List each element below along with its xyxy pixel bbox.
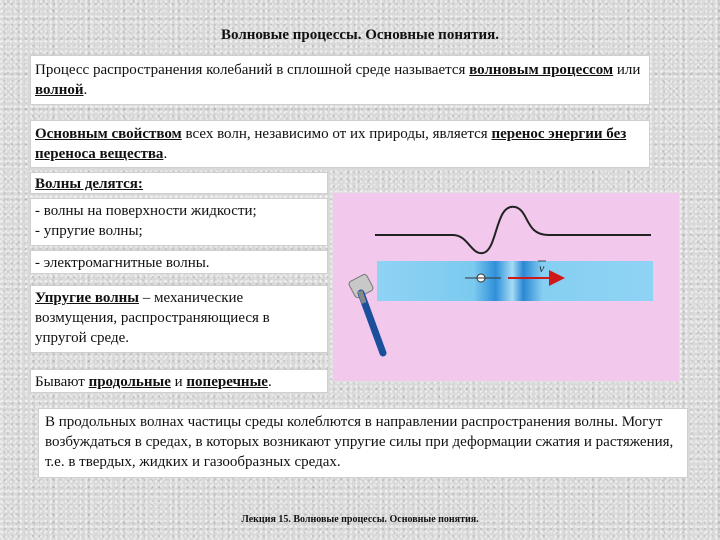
definition-text: Процесс распространения колебаний в сплошной среде называется: [35, 62, 470, 78]
wave-illustration: [332, 192, 680, 382]
definition-paragraph: [30, 55, 650, 105]
list-item: - электромагнитные волны.: [35, 255, 210, 271]
list-item: - волны на поверхности жидкости;: [35, 203, 257, 219]
page-title: Волновые процессы. Основные понятия.: [221, 27, 499, 43]
elastic-waves-text: – механические возмущения, распространяющиеся в упругой среде.: [35, 290, 270, 346]
kinds-text-and: и: [170, 374, 187, 390]
longitudinal-paragraph: [38, 408, 688, 478]
wave-illustration-svg: [333, 193, 681, 383]
term-energy-transfer: перенос энергии без переноса вещества: [35, 126, 627, 162]
property-paragraph: [30, 120, 650, 168]
property-text: всех волн, независимо от их природы, является: [181, 126, 492, 142]
term-wave: волной: [35, 82, 84, 98]
term-wave-process: волновым процессом: [469, 62, 614, 78]
elastic-rod: [377, 261, 653, 301]
surface-wave-line: [375, 207, 651, 253]
property-period: .: [163, 146, 168, 162]
term-main-property: Основным свойством: [35, 126, 182, 142]
kinds-text: Бывают: [35, 374, 89, 390]
definition-period: .: [83, 82, 88, 98]
definition-text-or: или: [613, 62, 641, 78]
elastic-waves-paragraph: [30, 285, 328, 353]
waves-list-em: [30, 250, 328, 274]
waves-list: [30, 198, 328, 246]
footer: Лекция 15. Волновые процессы. Основные понятия.: [241, 514, 479, 525]
waves-classification-box: [30, 172, 328, 194]
longitudinal-text: В продольных волнах частицы среды колеблются в направлении распространения волны. Могут возбуждаться в средах, в которых возникают упругие силы при деформации сжатия и растяжения, т.е. в твердых, жидких и газообразных средах.: [45, 414, 674, 470]
term-transverse: поперечные: [186, 374, 268, 390]
waves-heading: Волны делятся:: [35, 176, 143, 192]
velocity-label: v: [539, 261, 545, 275]
kinds-period: .: [267, 374, 272, 390]
term-longitudinal: продольные: [88, 374, 171, 390]
list-item: - упругие волны;: [35, 223, 143, 239]
term-elastic-waves: Упругие волны: [35, 290, 139, 306]
kinds-paragraph: [30, 369, 328, 393]
